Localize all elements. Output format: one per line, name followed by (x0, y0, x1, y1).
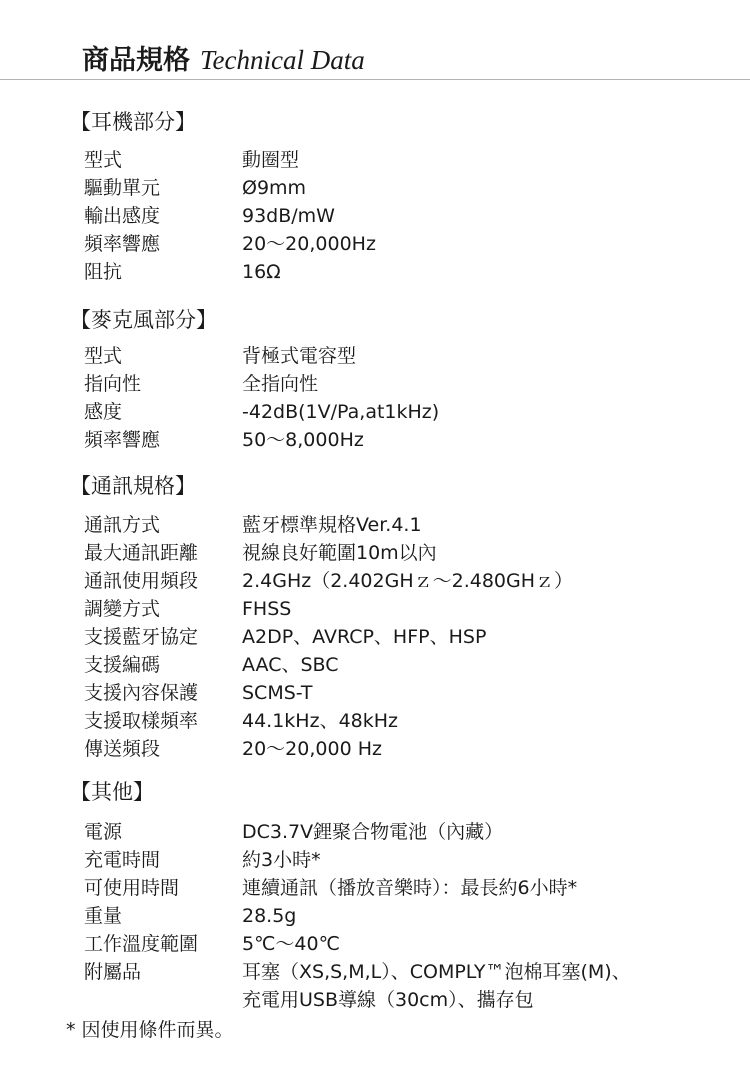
spec-value: DC3.7V鋰聚合物電池（內藏） (242, 821, 504, 843)
spec-label: 型式 (84, 149, 123, 171)
page-title (82, 42, 365, 79)
spec-row (84, 902, 734, 930)
spec-label: 傳送頻段 (84, 738, 161, 760)
spec-row (84, 595, 734, 623)
spec-row (84, 370, 734, 398)
spec-row (84, 846, 734, 874)
spec-value: 2.4GHz（2.402GHｚ～2.480GHｚ） (242, 570, 574, 592)
spec-value: 全指向性 (242, 373, 319, 395)
spec-label: 附屬品 (84, 961, 142, 983)
spec-value: 視線良好範圍10m以內 (242, 542, 437, 564)
spec-value: 約3小時* (242, 849, 321, 871)
spec-row (84, 342, 734, 370)
spec-label: 通訊使用頻段 (84, 570, 199, 592)
spec-label: 支援取樣頻率 (84, 710, 199, 732)
spec-label: 電源 (84, 821, 123, 843)
page-title-zh: 商品規格 (82, 45, 190, 76)
spec-label: 通訊方式 (84, 514, 161, 536)
spec-value: 20～20,000 Hz (242, 738, 382, 760)
spec-row (84, 567, 734, 595)
spec-label: 可使用時間 (84, 877, 180, 899)
spec-label: 頻率響應 (84, 233, 161, 255)
spec-label: 最大通訊距離 (84, 542, 199, 564)
spec-row (84, 202, 734, 230)
spec-value: 20～20,000Hz (242, 233, 376, 255)
spec-row (84, 539, 734, 567)
spec-label: 重量 (84, 905, 123, 927)
page-title-en: Technical Data (200, 45, 365, 75)
spec-value: -42dB(1V/Pa,at1kHz) (242, 401, 440, 423)
spec-row (84, 930, 734, 958)
spec-value: 44.1kHz、48kHz (242, 710, 399, 732)
section-title-earphone: 【耳機部分】 (70, 110, 196, 134)
spec-row (84, 511, 734, 539)
spec-row (84, 398, 734, 426)
spec-value: 5℃～40℃ (242, 933, 340, 955)
spec-value: 背極式電容型 (242, 345, 357, 367)
spec-row (84, 258, 734, 286)
spec-row (84, 623, 734, 651)
header-divider (0, 79, 750, 80)
section-title-other: 【其他】 (70, 780, 154, 804)
spec-label: 阻抗 (84, 261, 123, 283)
spec-value-continued: 充電用USB導線（30cm）、攜存包 (242, 989, 534, 1011)
spec-value: 動圈型 (242, 149, 300, 171)
spec-value: 28.5g (242, 905, 297, 927)
spec-row (84, 146, 734, 174)
spec-label: 調變方式 (84, 598, 161, 620)
spec-label: 頻率響應 (84, 429, 161, 451)
spec-header (0, 0, 750, 80)
spec-row (84, 174, 734, 202)
spec-row (84, 230, 734, 258)
spec-value: 93dB/mW (242, 205, 335, 227)
section-title-microphone: 【麥克風部分】 (70, 308, 217, 332)
spec-row (84, 874, 734, 902)
spec-label: 指向性 (84, 373, 142, 395)
section-title-communication: 【通訊規格】 (70, 474, 196, 498)
spec-row (84, 818, 734, 846)
spec-value: A2DP、AVRCP、HFP、HSP (242, 626, 487, 648)
spec-row (84, 707, 734, 735)
spec-row (84, 426, 734, 454)
spec-value: 藍牙標準規格Ver.4.1 (242, 514, 422, 536)
spec-value: FHSS (242, 598, 292, 620)
footnote: * 因使用條件而異。 (66, 1019, 234, 1041)
spec-value: Ø9mm (242, 177, 307, 199)
spec-label: 工作溫度範圍 (84, 933, 199, 955)
spec-row (84, 958, 734, 1014)
spec-value: 耳塞（XS,S,M,L）、COMPLY™泡棉耳塞(M)、 (242, 961, 631, 983)
spec-label: 支援藍牙協定 (84, 626, 199, 648)
spec-row (84, 651, 734, 679)
spec-label: 感度 (84, 401, 123, 423)
spec-label: 驅動單元 (84, 177, 161, 199)
spec-label: 充電時間 (84, 849, 161, 871)
spec-label: 支援內容保護 (84, 682, 199, 704)
spec-value: 50～8,000Hz (242, 429, 364, 451)
spec-value: 16Ω (242, 261, 281, 283)
spec-row (84, 679, 734, 707)
spec-label: 支援編碼 (84, 654, 161, 676)
spec-value: 連續通訊（播放音樂時）：最長約6小時* (242, 877, 578, 899)
spec-label: 輸出感度 (84, 205, 161, 227)
spec-value: AAC、SBC (242, 654, 339, 676)
spec-label: 型式 (84, 345, 123, 367)
spec-value: SCMS-T (242, 682, 313, 704)
spec-row (84, 735, 734, 763)
